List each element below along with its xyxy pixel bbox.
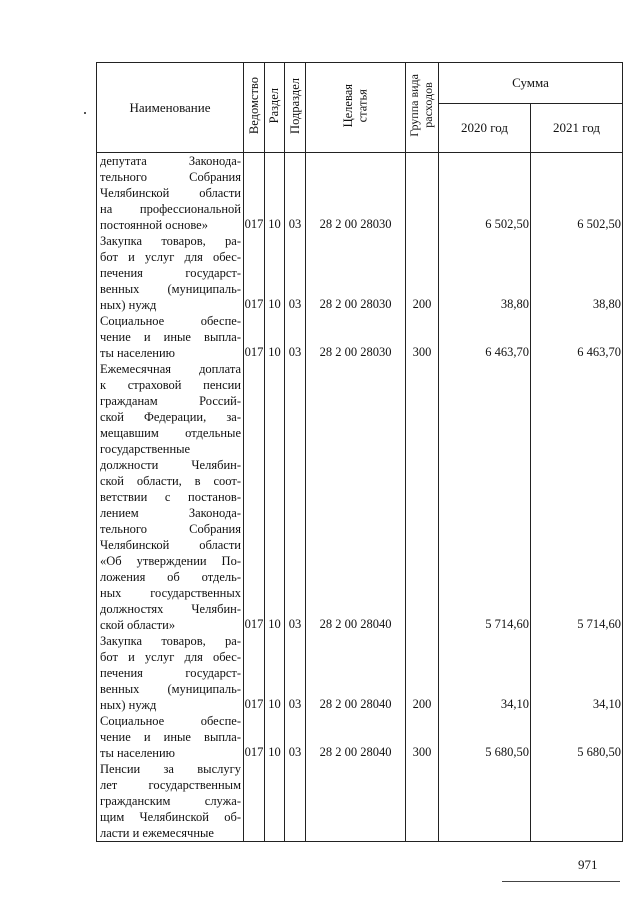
row-name-line: Социальное обеспе-: [100, 714, 241, 728]
row-name-line: чение и иные выпла-: [100, 330, 241, 344]
cell-sum-2020: 6 502,50: [439, 153, 531, 234]
cell-sum-2020: 6 463,70: [439, 313, 531, 361]
row-name-line: тельного Собрания: [100, 522, 241, 536]
cell-gruppa-vida: 300: [406, 713, 439, 761]
row-name-line: тельного Собрания: [100, 170, 241, 184]
cell-sum-2020: [439, 761, 531, 842]
row-name-line: ской области»: [100, 618, 176, 632]
table-row: [97, 233, 623, 313]
row-name-line: ской Федерации, за-: [100, 410, 241, 424]
row-name-line: ской области, в соот-: [100, 474, 241, 488]
budget-table: [96, 62, 623, 842]
row-name-line: должностях Челябин-: [100, 602, 241, 616]
table-row: [97, 633, 623, 713]
cell-gruppa-vida: 200: [406, 233, 439, 313]
cell-podrazdel: 03: [285, 153, 306, 234]
cell-celevaya-statya: 28 2 00 28040: [306, 713, 406, 761]
cell-celevaya-statya: 28 2 00 28040: [306, 633, 406, 713]
header-vedomstvo: Ведомство: [244, 63, 265, 153]
cell-sum-2021: 5 714,60: [531, 361, 623, 633]
cell-sum-2021: 6 502,50: [531, 153, 623, 234]
cell-vedomstvo: 017: [244, 313, 265, 361]
cell-vedomstvo: 017: [244, 361, 265, 633]
row-name: [97, 633, 244, 713]
row-name: [97, 713, 244, 761]
row-name: [97, 313, 244, 361]
header-name: Наименование: [97, 63, 244, 153]
table-body: [97, 153, 623, 842]
cell-podrazdel: [285, 761, 306, 842]
header-razdel: Раздел: [265, 63, 285, 153]
cell-sum-2021: [531, 761, 623, 842]
cell-vedomstvo: [244, 761, 265, 842]
cell-celevaya-statya: 28 2 00 28030: [306, 233, 406, 313]
row-name-line: лением Законода-: [100, 506, 241, 520]
row-name-line: Социальное обеспе-: [100, 314, 241, 328]
row-name-line: венных (муниципаль-: [100, 682, 241, 696]
cell-sum-2020: 5 680,50: [439, 713, 531, 761]
row-name-line: ных государственных: [100, 586, 241, 600]
table-row: [97, 313, 623, 361]
header-gruppa-vida: Группа вида расходов: [406, 63, 439, 153]
row-name-line: ных) нужд: [100, 698, 157, 712]
table-row: [97, 361, 623, 633]
cell-celevaya-statya: [306, 761, 406, 842]
row-name-line: на профессиональной: [100, 202, 241, 216]
row-name-line: Челябинской области: [100, 538, 241, 552]
cell-podrazdel: 03: [285, 361, 306, 633]
row-name-line: ты населению: [100, 746, 175, 760]
row-name-line: депутата Законода-: [100, 154, 241, 168]
cell-celevaya-statya: 28 2 00 28030: [306, 313, 406, 361]
header-podrazdel: Подраздел: [285, 63, 306, 153]
row-name-line: ложения об отдель-: [100, 570, 241, 584]
row-name-line: «Об утверждении По-: [100, 554, 241, 568]
row-name-line: печения государст-: [100, 666, 241, 680]
cell-razdel: 10: [265, 313, 285, 361]
cell-razdel: 10: [265, 361, 285, 633]
cell-podrazdel: 03: [285, 313, 306, 361]
cell-gruppa-vida: [406, 361, 439, 633]
cell-razdel: 10: [265, 713, 285, 761]
cell-sum-2021: 6 463,70: [531, 313, 623, 361]
row-name-line: государственные: [100, 442, 191, 456]
cell-vedomstvo: 017: [244, 233, 265, 313]
row-name-line: Ежемесячная доплата: [100, 362, 241, 376]
cell-gruppa-vida: [406, 153, 439, 234]
cell-vedomstvo: 017: [244, 633, 265, 713]
cell-sum-2021: 38,80: [531, 233, 623, 313]
row-name: [97, 233, 244, 313]
row-name-line: ты населению: [100, 346, 175, 360]
cell-podrazdel: 03: [285, 633, 306, 713]
row-name-line: гражданам Россий-: [100, 394, 241, 408]
cell-celevaya-statya: 28 2 00 28040: [306, 361, 406, 633]
header-celevaya-statya: Целевая статья: [306, 63, 406, 153]
cell-sum-2021: 34,10: [531, 633, 623, 713]
cell-sum-2020: 5 714,60: [439, 361, 531, 633]
cell-gruppa-vida: [406, 761, 439, 842]
row-name-line: бот и услуг для обес-: [100, 250, 241, 264]
row-name-line: постоянной основе»: [100, 218, 208, 232]
row-name-line: бот и услуг для обес-: [100, 650, 241, 664]
cell-gruppa-vida: 200: [406, 633, 439, 713]
cell-vedomstvo: 017: [244, 153, 265, 234]
row-name-line: к страховой пенсии: [100, 378, 241, 392]
row-name-line: ветствии с постанов-: [100, 490, 241, 504]
row-name-line: должности Челябин-: [100, 458, 241, 472]
row-name-line: Закупка товаров, ра-: [100, 234, 241, 248]
row-name-line: Закупка товаров, ра-: [100, 634, 241, 648]
row-name-line: ных) нужд: [100, 298, 157, 312]
cell-razdel: 10: [265, 233, 285, 313]
page-number: 971: [578, 857, 598, 872]
row-name-line: Пенсии за выслугу: [100, 762, 241, 776]
row-name: [97, 153, 244, 234]
row-name-line: щим Челябинской об-: [100, 810, 241, 824]
cell-podrazdel: 03: [285, 233, 306, 313]
header-year-2021: 2021 год: [531, 104, 623, 153]
cell-podrazdel: 03: [285, 713, 306, 761]
header-summa: Сумма: [439, 63, 623, 104]
cell-razdel: 10: [265, 633, 285, 713]
cell-sum-2020: 38,80: [439, 233, 531, 313]
row-name-line: чение и иные выпла-: [100, 730, 241, 744]
row-name-line: ласти и ежемесячные: [100, 826, 214, 840]
row-name-line: Челябинской области: [100, 186, 241, 200]
footer-rule: [502, 881, 620, 882]
row-name-line: печения государст-: [100, 266, 241, 280]
row-name: [97, 361, 244, 633]
cell-sum-2020: 34,10: [439, 633, 531, 713]
row-name-line: мещавшим отдельные: [100, 426, 241, 440]
table-row: [97, 761, 623, 842]
cell-razdel: 10: [265, 153, 285, 234]
cell-sum-2021: 5 680,50: [531, 713, 623, 761]
table-row: [97, 153, 623, 234]
cell-gruppa-vida: 300: [406, 313, 439, 361]
table-row: [97, 713, 623, 761]
scan-speck: [84, 112, 86, 114]
row-name-line: венных (муниципаль-: [100, 282, 241, 296]
cell-razdel: [265, 761, 285, 842]
row-name-line: гражданским служа-: [100, 794, 241, 808]
cell-vedomstvo: 017: [244, 713, 265, 761]
row-name-line: лет государственным: [100, 778, 241, 792]
cell-celevaya-statya: 28 2 00 28030: [306, 153, 406, 234]
header-year-2020: 2020 год: [439, 104, 531, 153]
row-name: [97, 761, 244, 842]
